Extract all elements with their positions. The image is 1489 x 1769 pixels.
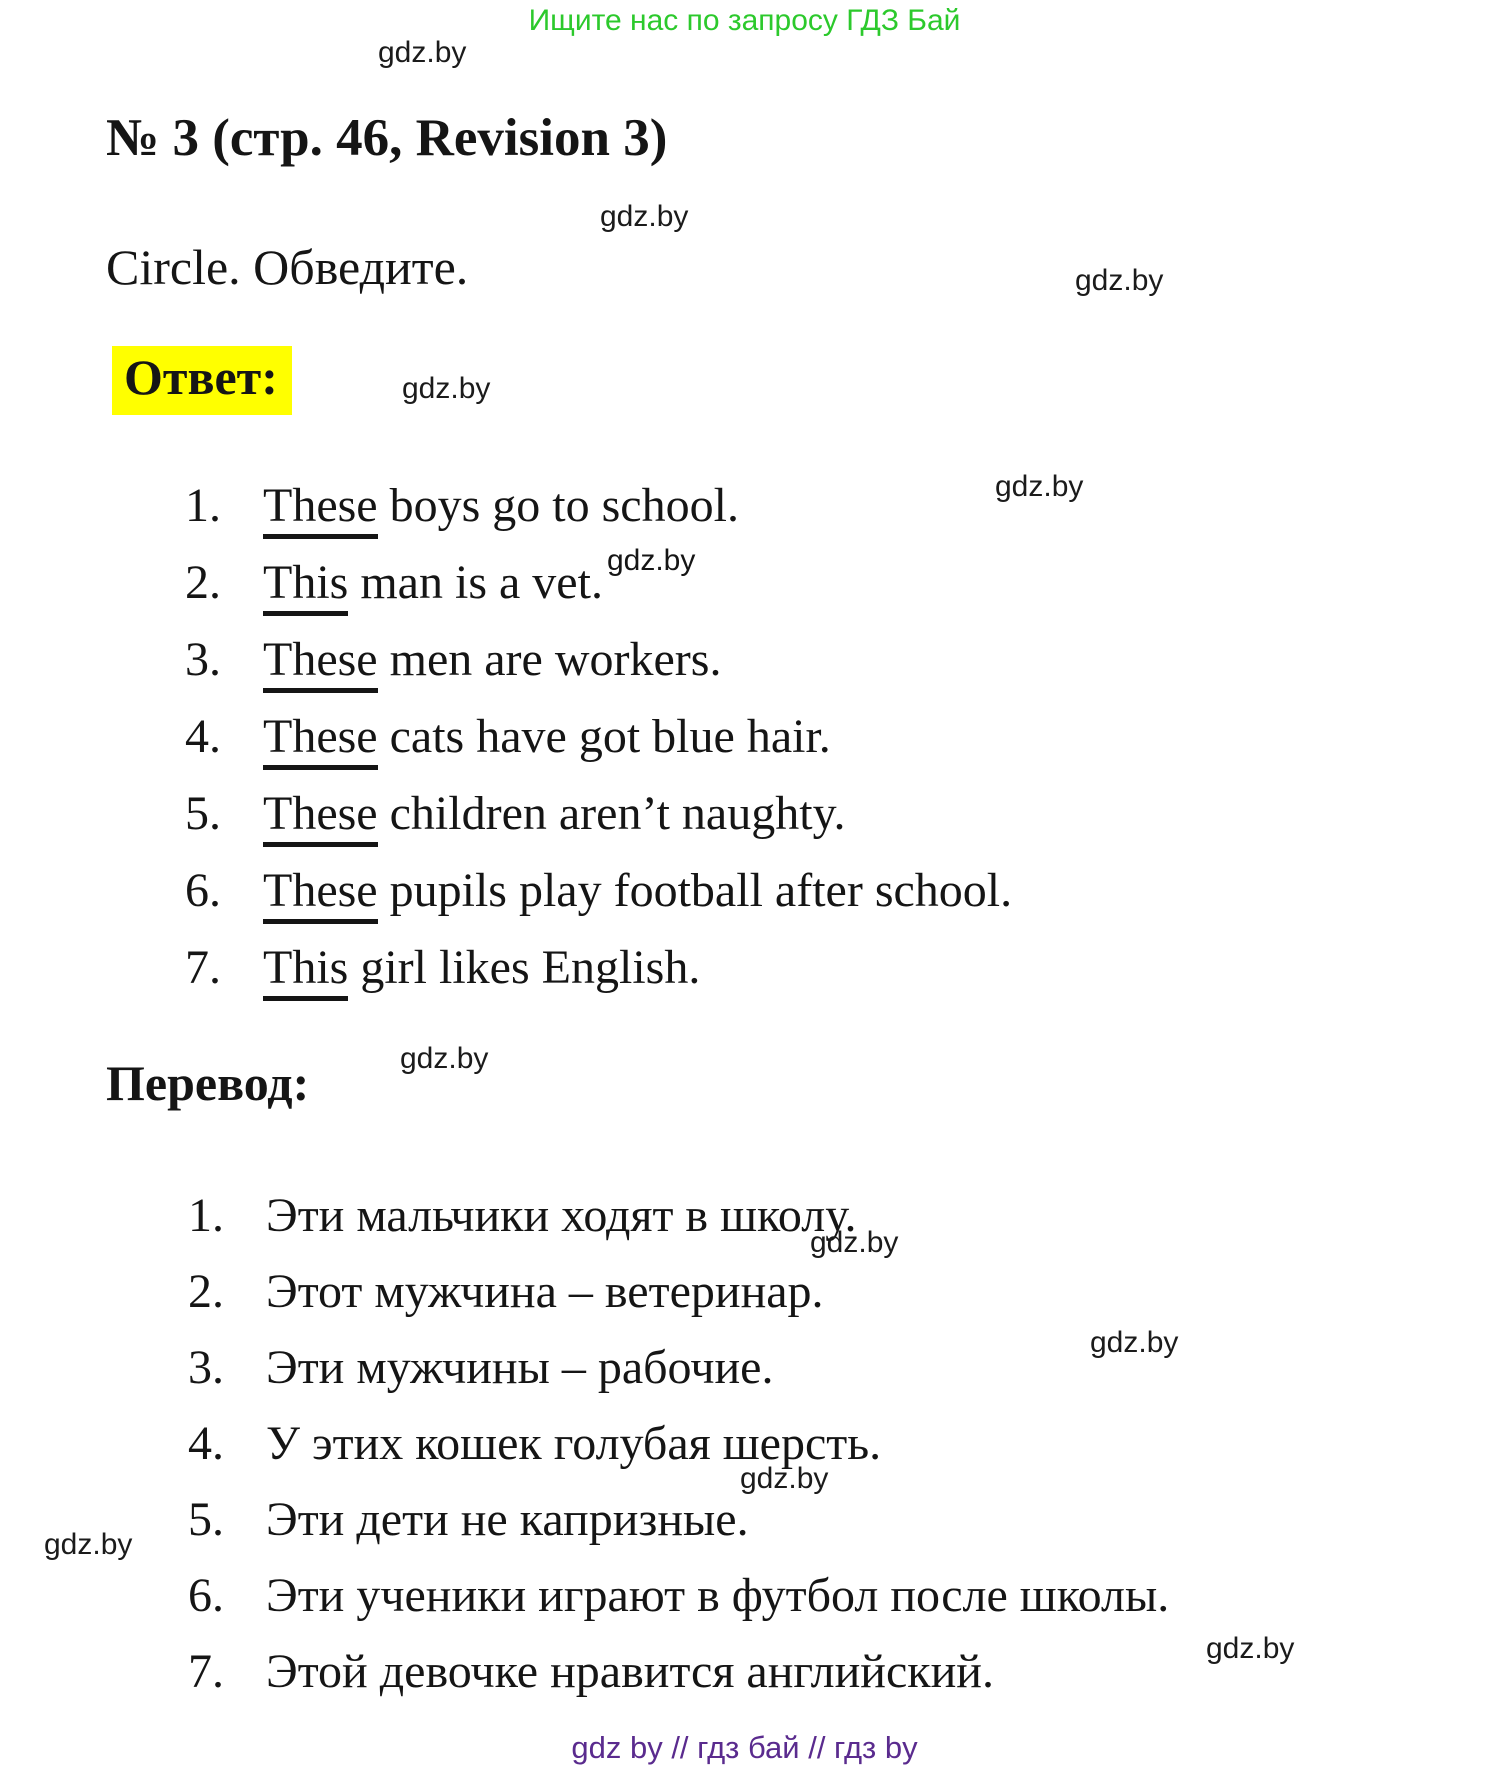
underlined-word: These (263, 710, 378, 770)
translation-item (188, 1178, 1169, 1254)
translation-item (188, 1634, 1169, 1710)
footer-links: gdz by // гдз бай // гдз by (571, 1730, 918, 1765)
translation-item (188, 1558, 1169, 1634)
answer-label: Ответ: (112, 346, 292, 415)
answer-item (185, 698, 1012, 775)
item-rest: children aren’t naughty. (377, 787, 846, 840)
watermark: gdz.by (44, 1528, 133, 1561)
answer-item (185, 544, 1012, 621)
watermark: gdz.by (1206, 1632, 1295, 1665)
item-rest: boys go to school. (377, 479, 739, 532)
item-number: 6. (188, 1569, 224, 1622)
answer-item (185, 621, 1012, 698)
item-rest: man is a vet. (348, 556, 603, 609)
item-number: 3. (185, 633, 221, 686)
item-text (263, 621, 721, 698)
item-text: У этих кошек голубая шерсть. (266, 1417, 882, 1470)
item-number: 3. (188, 1341, 224, 1394)
underlined-word: These (263, 479, 378, 539)
item-text (263, 698, 831, 775)
watermark: gdz.by (400, 1042, 489, 1075)
translation-item (188, 1254, 1169, 1330)
answer-item (185, 467, 1012, 544)
item-number: 1. (188, 1189, 224, 1242)
item-number: 5. (188, 1493, 224, 1546)
watermark: gdz.by (810, 1226, 899, 1259)
translation-item (188, 1406, 1169, 1482)
promo-banner: Ищите нас по запросу ГДЗ Бай (528, 4, 961, 37)
item-rest: men are workers. (377, 633, 722, 686)
item-text (263, 929, 700, 1006)
item-number: 7. (188, 1645, 224, 1698)
item-text: Этот мужчина – ветеринар. (266, 1265, 824, 1318)
answer-item (185, 929, 1012, 1006)
translation-item (188, 1482, 1169, 1558)
translation-label: Перевод: (106, 1055, 310, 1111)
watermark: gdz.by (995, 470, 1084, 503)
item-text (263, 775, 845, 852)
task-instruction: Circle. Обведите. (106, 239, 469, 295)
item-text: Эти ученики играют в футбол после школы. (266, 1569, 1170, 1622)
item-text: Эти дети не капризные. (266, 1493, 749, 1546)
underlined-word: These (263, 787, 378, 847)
item-number: 7. (185, 941, 221, 994)
underlined-word: This (263, 556, 348, 616)
watermark: gdz.by (1075, 264, 1164, 297)
item-number: 5. (185, 787, 221, 840)
item-number: 4. (185, 710, 221, 763)
watermark: gdz.by (1090, 1326, 1179, 1359)
watermark: gdz.by (606, 544, 696, 577)
watermark: gdz.by (600, 200, 689, 233)
underlined-word: These (263, 633, 378, 693)
underlined-word: This (263, 941, 348, 1001)
item-number: 2. (185, 556, 221, 609)
answer-item (185, 852, 1012, 929)
item-text: Этой девочке нравится английский. (266, 1645, 994, 1698)
item-number: 6. (185, 864, 221, 917)
watermark: gdz.by (402, 372, 491, 405)
answer-item (185, 775, 1012, 852)
item-number: 4. (188, 1417, 224, 1470)
translations-list (188, 1178, 1169, 1710)
item-number: 1. (185, 479, 221, 532)
item-rest: girl likes English. (348, 941, 701, 994)
page-title: № 3 (стр. 46, Revision 3) (106, 109, 668, 167)
answers-list (185, 467, 1012, 1006)
watermark: gdz.by (740, 1462, 829, 1495)
item-text (263, 852, 1012, 929)
item-text: Эти мальчики ходят в школу. (266, 1189, 857, 1242)
translation-item (188, 1330, 1169, 1406)
item-text (263, 467, 739, 544)
underlined-word: These (263, 864, 378, 924)
item-number: 2. (188, 1265, 224, 1318)
item-rest: cats have got blue hair. (377, 710, 831, 763)
item-text: Эти мужчины – рабочие. (266, 1341, 774, 1394)
item-rest: pupils play football after school. (377, 864, 1013, 917)
item-text (263, 544, 695, 621)
watermark: gdz.by (378, 36, 467, 69)
